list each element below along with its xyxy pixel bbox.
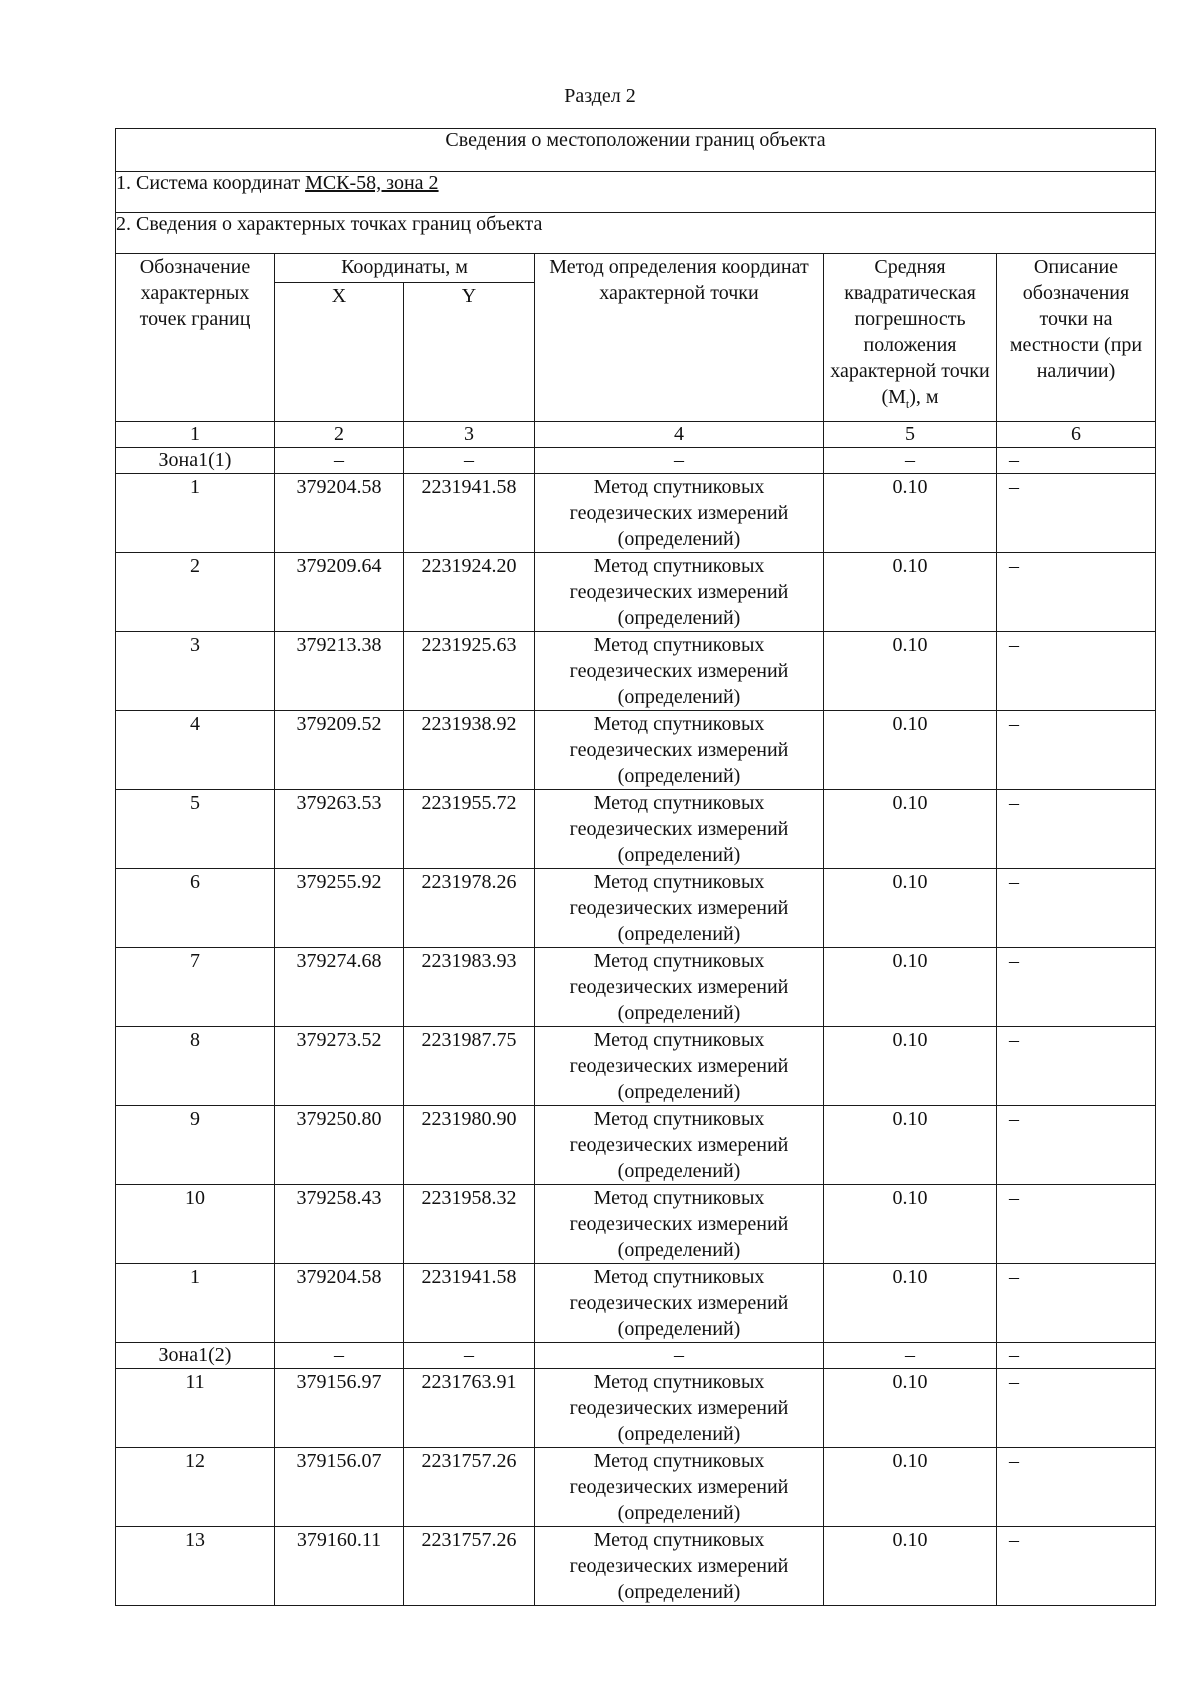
description-cell: –: [997, 1448, 1156, 1527]
coordinate-y: 2231938.92: [404, 711, 535, 790]
coordinate-system: [116, 172, 1156, 213]
coordinate-x: 379156.97: [275, 1369, 404, 1448]
point-number: 8: [116, 1027, 275, 1106]
coordinate-x: 379274.68: [275, 948, 404, 1027]
error-cell: 0.10: [824, 553, 997, 632]
table-row: [116, 1369, 1156, 1448]
table-row: [116, 790, 1156, 869]
coordinate-x: 379255.92: [275, 869, 404, 948]
method-cell: Метод спутниковых геодезических измерений (определений): [535, 1185, 824, 1264]
coordinate-x: 379209.52: [275, 711, 404, 790]
description-cell: –: [997, 1527, 1156, 1606]
method-cell: Метод спутниковых геодезических измерений (определений): [535, 1264, 824, 1343]
zone-row: [116, 1343, 1156, 1369]
point-number: 4: [116, 711, 275, 790]
zone-name: Зона1(2): [116, 1343, 275, 1369]
method-cell: Метод спутниковых геодезических измерений (определений): [535, 711, 824, 790]
column-number: 3: [404, 422, 535, 448]
zone-placeholder: –: [404, 448, 535, 474]
point-number: 3: [116, 632, 275, 711]
column-number: 1: [116, 422, 275, 448]
coordinate-y: 2231987.75: [404, 1027, 535, 1106]
method-cell: Метод спутниковых геодезических измерений (определений): [535, 1106, 824, 1185]
method-cell: Метод спутниковых геодезических измерений (определений): [535, 1027, 824, 1106]
coordinate-y: 2231941.58: [404, 1264, 535, 1343]
error-cell: 0.10: [824, 948, 997, 1027]
description-cell: –: [997, 869, 1156, 948]
method-cell: Метод спутниковых геодезических измерений (определений): [535, 869, 824, 948]
description-cell: –: [997, 1264, 1156, 1343]
method-cell: Метод спутниковых геодезических измерений (определений): [535, 790, 824, 869]
error-cell: 0.10: [824, 1527, 997, 1606]
description-cell: –: [997, 553, 1156, 632]
points-section-title: 2. Сведения о характерных точках границ объекта: [116, 213, 1156, 254]
method-cell: Метод спутниковых геодезических измерений (определений): [535, 632, 824, 711]
description-cell: –: [997, 948, 1156, 1027]
table-row: [116, 1106, 1156, 1185]
coordinate-x: 379209.64: [275, 553, 404, 632]
table-row: [116, 474, 1156, 553]
error-cell: 0.10: [824, 474, 997, 553]
table-caption: Сведения о местоположении границ объекта: [116, 129, 1156, 172]
point-number: 1: [116, 1264, 275, 1343]
error-cell: 0.10: [824, 1264, 997, 1343]
description-cell: –: [997, 474, 1156, 553]
method-cell: Метод спутниковых геодезических измерений (определений): [535, 1527, 824, 1606]
description-cell: –: [997, 1185, 1156, 1264]
error-cell: 0.10: [824, 1106, 997, 1185]
coordinate-y: 2231763.91: [404, 1369, 535, 1448]
header-description: Описание обозначения точки на местности (при наличии): [997, 254, 1156, 422]
coordinate-y: 2231757.26: [404, 1448, 535, 1527]
header-y: Y: [404, 283, 535, 422]
coordinate-x: 379213.38: [275, 632, 404, 711]
zone-placeholder: –: [404, 1343, 535, 1369]
point-number: 10: [116, 1185, 275, 1264]
coordinate-x: 379156.07: [275, 1448, 404, 1527]
zone-placeholder: –: [535, 448, 824, 474]
point-number: 5: [116, 790, 275, 869]
section-title: Раздел 2: [564, 85, 636, 107]
table-row: [116, 1527, 1156, 1606]
error-cell: 0.10: [824, 1185, 997, 1264]
header-error: Средняя квадратическая погрешность положения характерной точки $(M_t)$, м: [824, 254, 997, 422]
point-number: 2: [116, 553, 275, 632]
point-number: 12: [116, 1448, 275, 1527]
point-number: 6: [116, 869, 275, 948]
error-cell: 0.10: [824, 790, 997, 869]
header-method: Метод определения координат характерной точки: [535, 254, 824, 422]
method-cell: Метод спутниковых геодезических измерений (определений): [535, 948, 824, 1027]
zone-placeholder: –: [824, 448, 997, 474]
coordinate-y: 2231757.26: [404, 1527, 535, 1606]
description-cell: –: [997, 632, 1156, 711]
column-number: 5: [824, 422, 997, 448]
point-number: 9: [116, 1106, 275, 1185]
coordinate-y: 2231980.90: [404, 1106, 535, 1185]
header-coordinates: Координаты, м: [275, 254, 535, 283]
coordinate-y: 2231955.72: [404, 790, 535, 869]
coordinate-x: 379250.80: [275, 1106, 404, 1185]
table-row: [116, 1185, 1156, 1264]
column-number: 4: [535, 422, 824, 448]
column-number: 2: [275, 422, 404, 448]
table-row: [116, 553, 1156, 632]
method-cell: Метод спутниковых геодезических измерений (определений): [535, 1369, 824, 1448]
zone-placeholder: –: [824, 1343, 997, 1369]
coordinate-system-value: МСК-58, зона 2: [305, 172, 439, 194]
table-row: [116, 869, 1156, 948]
coordinate-x: 379258.43: [275, 1185, 404, 1264]
coordinate-y: 2231941.58: [404, 474, 535, 553]
boundary-points-table: [115, 128, 1156, 1606]
description-cell: –: [997, 1369, 1156, 1448]
table-row: [116, 632, 1156, 711]
point-number: 7: [116, 948, 275, 1027]
coordinate-x: 379273.52: [275, 1027, 404, 1106]
zone-placeholder: –: [275, 1343, 404, 1369]
method-cell: Метод спутниковых геодезических измерений (определений): [535, 553, 824, 632]
zone-placeholder: –: [535, 1343, 824, 1369]
point-number: 11: [116, 1369, 275, 1448]
error-cell: 0.10: [824, 1027, 997, 1106]
point-number: 13: [116, 1527, 275, 1606]
point-number: 1: [116, 474, 275, 553]
coordinate-x: 379263.53: [275, 790, 404, 869]
error-cell: 0.10: [824, 632, 997, 711]
header-designation: Обозначение характерных точек границ: [116, 254, 275, 422]
column-number: 6: [997, 422, 1156, 448]
table-row: [116, 948, 1156, 1027]
description-cell: –: [997, 790, 1156, 869]
zone-placeholder: –: [997, 448, 1156, 474]
error-cell: 0.10: [824, 869, 997, 948]
table-row: [116, 711, 1156, 790]
zone-row: [116, 448, 1156, 474]
coordinate-system-prefix: 1. Система координат: [116, 172, 306, 194]
description-cell: –: [997, 1106, 1156, 1185]
coordinate-x: 379160.11: [275, 1527, 404, 1606]
table-row: [116, 1264, 1156, 1343]
method-cell: Метод спутниковых геодезических измерений (определений): [535, 474, 824, 553]
error-cell: 0.10: [824, 1448, 997, 1527]
error-cell: 0.10: [824, 1369, 997, 1448]
coordinate-x: 379204.58: [275, 1264, 404, 1343]
zone-placeholder: –: [275, 448, 404, 474]
zone-name: Зона1(1): [116, 448, 275, 474]
coordinate-y: 2231958.32: [404, 1185, 535, 1264]
error-cell: 0.10: [824, 711, 997, 790]
table-row: [116, 1027, 1156, 1106]
table-row: [116, 1448, 1156, 1527]
description-cell: –: [997, 711, 1156, 790]
description-cell: –: [997, 1027, 1156, 1106]
coordinate-y: 2231924.20: [404, 553, 535, 632]
header-x: X: [275, 283, 404, 422]
method-cell: Метод спутниковых геодезических измерений (определений): [535, 1448, 824, 1527]
zone-placeholder: –: [997, 1343, 1156, 1369]
coordinate-x: 379204.58: [275, 474, 404, 553]
coordinate-y: 2231983.93: [404, 948, 535, 1027]
coordinate-y: 2231978.26: [404, 869, 535, 948]
coordinate-y: 2231925.63: [404, 632, 535, 711]
